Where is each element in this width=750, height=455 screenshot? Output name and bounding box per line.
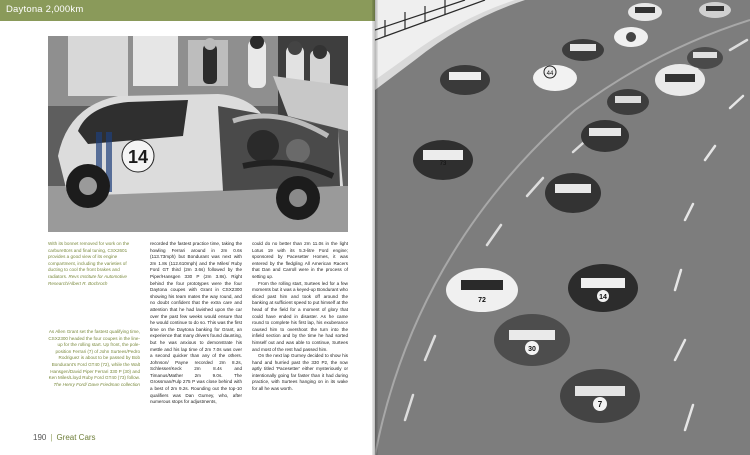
race-caption-credit: The Henry Ford/ Dave Friedman collection <box>53 381 140 387</box>
race-photo <box>375 0 750 455</box>
race-car <box>440 65 490 95</box>
race-car-number: 72 <box>478 297 486 304</box>
race-car <box>413 140 473 180</box>
race-car-number: 44 <box>546 71 554 77</box>
race-car <box>699 2 731 18</box>
chapter-header-band <box>0 0 375 21</box>
chapter-title: Daytona 2,000km <box>6 4 84 15</box>
body-paragraph: On the next lap Gurney decided to show his hand and hurried past the 330 P2, the now aptly titled 'Pacesetter' either mysteriously or intentionally going far faster than it had during practice, with Surtees hanging on in its wake for all he was worth. <box>252 353 348 392</box>
race-car <box>545 173 601 213</box>
race-car-number: 30 <box>528 346 536 353</box>
garage-photo-caption <box>48 241 140 287</box>
garage-car-number: 14 <box>127 147 149 167</box>
race-caption-text: As Allen Grant set the fastest qualifying time, CSX2300 headed the four coupes in the line-up for the rolling start. Up front, the pole-position Ferrari (7) of John Surtees/Pedro Rodriguez is about to be passed by Bob Bondurant's Ford GT40 (72), while the Walt Hansgen/David Piper Ferrari 330 P (30) and Ken Miles/Lloyd Ruby Ford GT40 (73) follow. <box>48 329 140 381</box>
race-car <box>446 268 518 312</box>
race-photo-caption <box>48 329 140 388</box>
race-car <box>560 369 640 423</box>
race-car-number: 7 <box>597 400 603 409</box>
race-car <box>655 64 705 96</box>
race-car <box>614 27 648 47</box>
body-paragraph: From the rolling start, Surtees led for a few moments but it was a keyed-up Bondurant who sliced past him and took off around the banking at sufficient speed to put himself at the head of the field for a moment of glory that could have ended in disaster. As he came round to complete his first lap, his exuberance caused him to overshoot the turn into the infield section and by the time he had sorted himself out and was able to continue, Surtees and most of the rest had passed him. <box>252 280 348 352</box>
race-car <box>581 120 629 152</box>
body-column-2 <box>150 241 242 406</box>
book-title: Great Cars <box>56 433 96 442</box>
body-paragraph: recorded the fastest practice time, taking the howling Ferrari around in 2m 0.6s (113.73mph) but Bondurant was next with 2m 1.8s (112.610mph) and the Miles/ Ruby Ford GT third (2m 3.6s) followed by the Piper/Hansgen 330 P (2m 3.8s). Right behind the four prototypes were the four Daytona coupes with Grant in CSX2300 showing his team mates the way round, and no doubt confident that the extra care and attention that he had lavished upon the car over the past few weeks would ensure that he would continue to do so. This was the first time on the Daytona banking for Grant, an experience that many drivers found daunting, but he was anxious to demonstrate his mettle and his lap time of 2m 7.0s was over a second quicker than any of the others. Johnson/ Payne recorded 2m 8.2s, Schlesser/Keck 2m 8.4s and Timanus/Mather 2m 9.0s. The Grossman/Fulp 275 P was close behind with a best of 2m 9.2s. Rounding out the top-10 qualifiers was Dan Gurney, who, after numerous stops for adjustments, <box>150 241 242 405</box>
garage-photo <box>48 36 348 232</box>
race-car <box>533 65 577 91</box>
race-car <box>562 39 604 61</box>
body-column-3 <box>252 241 348 393</box>
body-paragraph: could do no better than 2m 11.0s in the light Lotus 19 with its 5.3-litre Ford engine; sponsored by Pacesetter Homes, it was entered by the fledgling All American Racers that Dan and Carroll were in the process of setting up. <box>252 241 348 279</box>
page-footer <box>33 433 96 442</box>
race-car-number: 14 <box>599 294 607 301</box>
race-car-number: 73 <box>439 161 447 167</box>
race-car <box>687 47 723 69</box>
race-car <box>440 161 447 167</box>
race-car <box>628 3 662 21</box>
race-car <box>607 89 649 115</box>
race-car <box>494 314 570 366</box>
footer-divider: | <box>50 433 53 442</box>
garage-caption-credit: Revs Institute for Automotive Research/Albert R. Bochroch <box>48 273 127 286</box>
garage-caption-text: With its bonnet removed for work on the carburettors and final tuning, CSX2601 provides a good view of its engine compartment, including the varieties of ducting to cool the front brakes and radiators. <box>48 241 130 279</box>
race-car <box>568 264 638 312</box>
page-number: 190 <box>33 433 47 442</box>
